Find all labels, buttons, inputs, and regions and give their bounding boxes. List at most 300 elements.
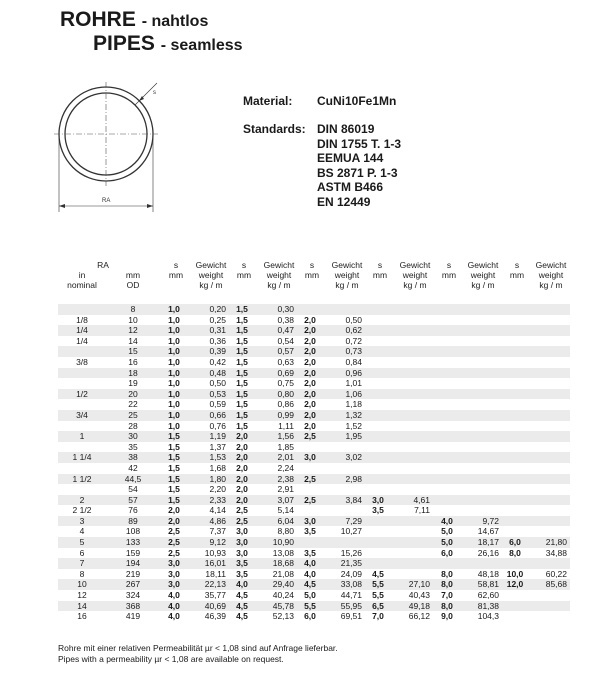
cell-s-2: 2,0 (236, 484, 248, 495)
cell-weight-1: 0,66 (209, 409, 226, 420)
header-s-label: s (173, 260, 179, 270)
header-weight-unit: kg / m (403, 280, 427, 290)
header-weight-de: Gewicht (195, 260, 227, 270)
cell-nominal-in: 16 (77, 611, 87, 622)
cell-s-3: 2,0 (304, 399, 316, 410)
label-s: s (153, 90, 156, 96)
cell-s-2: 1,5 (236, 314, 248, 325)
cell-s-4: 3,0 (372, 494, 384, 505)
header-weight-de: Gewicht (535, 260, 567, 270)
cell-s-3: 2,0 (304, 325, 316, 336)
table-row (58, 495, 570, 506)
header-s-unit: mm (441, 270, 457, 280)
cell-s-3: 5,5 (304, 600, 316, 611)
material-value: CuNi10Fe1Mn (317, 94, 397, 108)
header-s-label: s (377, 260, 383, 270)
cell-s-5: 5,0 (441, 537, 453, 548)
cell-s-1: 1,5 (168, 462, 180, 473)
header-s-unit: mm (168, 270, 184, 280)
cell-s-3: 3,0 (304, 515, 316, 526)
cell-s-1: 1,0 (168, 367, 180, 378)
cell-weight-3: 7,29 (345, 515, 362, 526)
cell-weight-4: 7,11 (414, 505, 430, 516)
header-weight-de: Gewicht (263, 260, 295, 270)
cell-weight-3: 1,95 (345, 431, 362, 442)
cell-s-3: 2,0 (304, 420, 316, 431)
header-od: OD (126, 280, 140, 290)
cell-weight-3: 0,62 (345, 325, 362, 336)
cell-weight-6: 21,80 (545, 537, 567, 548)
header-s (301, 260, 323, 280)
cell-weight-3: 55,95 (340, 600, 362, 611)
cell-weight-2: 0,54 (277, 335, 294, 346)
cell-weight-1: 0,59 (209, 399, 226, 410)
footnote-en: Pipes with a permeability µr < 1,08 are available on request. (58, 654, 284, 664)
header-in: in (78, 270, 86, 280)
cell-weight-2: 52,13 (272, 611, 294, 622)
cell-weight-5: 62,60 (477, 590, 499, 601)
cell-s-2: 2,5 (236, 505, 248, 516)
header-weight-unit: kg / m (471, 280, 495, 290)
cell-od-mm: 16 (128, 356, 138, 367)
cell-weight-1: 0,31 (209, 325, 226, 336)
cell-s-1: 1,0 (168, 304, 180, 314)
cell-weight-1: 1,80 (209, 473, 226, 484)
cell-weight-4: 49,18 (408, 600, 430, 611)
standard-item: DIN 86019 (317, 122, 375, 136)
header-weight-de: Gewicht (467, 260, 499, 270)
cell-s-3: 3,5 (304, 547, 316, 558)
cell-weight-2: 0,69 (277, 367, 294, 378)
cell-weight-3: 0,73 (345, 346, 362, 357)
cell-weight-3: 1,32 (345, 409, 362, 420)
table-row (58, 548, 570, 559)
cell-od-mm: 159 (125, 547, 141, 558)
cell-weight-3: 1,18 (345, 399, 362, 410)
cell-weight-3: 69,51 (340, 611, 362, 622)
cell-weight-1: 22,13 (204, 579, 226, 590)
cell-s-1: 1,0 (168, 378, 180, 389)
cell-weight-3: 15,26 (340, 547, 362, 558)
header-in-nominal (62, 270, 102, 290)
cell-weight-1: 10,93 (204, 547, 226, 558)
standard-item: DIN 1755 T. 1-3 (317, 136, 402, 151)
cell-s-3: 4,0 (304, 558, 316, 569)
cell-s-5: 8,0 (441, 579, 453, 590)
cell-weight-1: 7,37 (209, 526, 226, 537)
cell-weight-6: 60,22 (545, 568, 567, 579)
cell-weight-2: 1,85 (277, 441, 294, 452)
cell-s-3: 4,5 (304, 579, 316, 590)
cell-nominal-in: 7 (79, 558, 85, 569)
cell-s-1: 4,0 (168, 611, 180, 622)
cell-od-mm: 89 (128, 515, 138, 526)
cell-od-mm: 10 (128, 314, 138, 325)
table-row (58, 336, 570, 347)
cell-nominal-in: 10 (77, 579, 87, 590)
table-row (58, 579, 570, 590)
table-row (58, 315, 570, 326)
cell-nominal-in: 1 1/2 (72, 473, 92, 484)
cell-weight-5: 9,72 (482, 515, 499, 526)
cell-s-1: 2,0 (168, 505, 180, 516)
cell-s-1: 4,0 (168, 600, 180, 611)
cell-s-1: 1,0 (168, 420, 180, 431)
table-row (58, 516, 570, 527)
cell-weight-1: 0,20 (209, 304, 226, 314)
cell-s-2: 4,0 (236, 579, 248, 590)
standards-label: Standards: (243, 122, 306, 136)
header-weight-en: weight (198, 270, 224, 280)
header-s (506, 260, 528, 280)
cell-s-2: 1,5 (236, 420, 248, 431)
cell-od-mm: 28 (128, 420, 138, 431)
label-ra: RA (102, 198, 111, 204)
cell-s-1: 1,5 (168, 473, 180, 484)
header-s (233, 260, 255, 280)
cell-weight-2: 6,04 (277, 515, 294, 526)
cell-weight-6: 85,68 (545, 579, 567, 590)
cell-s-1: 1,5 (168, 452, 180, 463)
header-weight-unit: kg / m (199, 280, 223, 290)
title-de-sub: - nahtlos (141, 13, 209, 30)
cell-weight-3: 44,71 (340, 590, 362, 601)
cell-od-mm: 57 (128, 494, 138, 505)
cell-s-3: 2,0 (304, 314, 316, 325)
cell-weight-5: 14,67 (477, 526, 499, 537)
cell-s-2: 1,5 (236, 409, 248, 420)
title-de (60, 8, 208, 32)
cell-s-1: 1,5 (168, 441, 180, 452)
cell-weight-1: 0,48 (209, 367, 226, 378)
cell-s-1: 1,5 (168, 494, 180, 505)
header-s (165, 260, 187, 280)
cell-weight-3: 2,98 (345, 473, 362, 484)
cell-weight-2: 13,08 (272, 547, 294, 558)
cell-s-2: 1,5 (236, 335, 248, 346)
header-weight-en: weight (266, 270, 292, 280)
cell-s-1: 3,0 (168, 579, 180, 590)
cell-nominal-in: 12 (77, 590, 87, 601)
cell-s-2: 2,0 (236, 462, 248, 473)
footnote (58, 643, 338, 665)
table-row (58, 601, 570, 612)
cell-weight-5: 26,16 (477, 547, 499, 558)
cell-weight-2: 0,63 (277, 356, 294, 367)
cell-weight-3: 21,35 (340, 558, 362, 569)
cell-s-2: 1,5 (236, 399, 248, 410)
header-weight-en: weight (470, 270, 496, 280)
header-s-label: s (241, 260, 247, 270)
cell-s-3: 2,0 (304, 378, 316, 389)
cell-s-1: 1,0 (168, 399, 180, 410)
cell-s-3: 4,0 (304, 568, 316, 579)
cell-od-mm: 76 (128, 505, 138, 516)
header-weight-en: weight (538, 270, 564, 280)
cell-weight-2: 0,75 (277, 378, 294, 389)
cell-weight-4: 4,61 (413, 494, 430, 505)
header-s-unit: mm (236, 270, 252, 280)
cell-s-3: 2,0 (304, 388, 316, 399)
cell-weight-2: 2,24 (277, 462, 294, 473)
cell-s-1: 1,0 (168, 356, 180, 367)
header-s-unit: mm (509, 270, 525, 280)
cell-weight-3: 10,27 (340, 526, 362, 537)
standard-item: BS 2871 P. 1-3 (317, 165, 398, 180)
cell-weight-2: 2,91 (277, 484, 294, 495)
cell-weight-1: 2,20 (209, 484, 226, 495)
cell-s-4: 5,5 (372, 590, 384, 601)
cell-s-2: 1,5 (236, 378, 248, 389)
cell-s-3: 2,5 (304, 494, 316, 505)
cell-nominal-in: 1 1/4 (72, 452, 92, 463)
cell-weight-2: 0,57 (277, 346, 294, 357)
cell-weight-1: 2,33 (209, 494, 226, 505)
cell-od-mm: 8 (130, 304, 136, 314)
header-s-unit: mm (372, 270, 388, 280)
cell-od-mm: 267 (125, 579, 141, 590)
cell-od-mm: 22 (128, 399, 138, 410)
title-en (93, 32, 243, 56)
table-row (58, 526, 570, 537)
cell-s-2: 1,5 (236, 346, 248, 357)
cell-s-1: 3,0 (168, 558, 180, 569)
cell-s-4: 4,5 (372, 568, 384, 579)
cell-weight-2: 0,80 (277, 388, 294, 399)
cell-nominal-in: 1/4 (76, 325, 88, 336)
cell-s-3: 2,0 (304, 346, 316, 357)
header-ra: RA (97, 260, 109, 270)
header-weight-unit: kg / m (539, 280, 563, 290)
cell-s-2: 4,5 (236, 590, 248, 601)
cell-od-mm: 19 (128, 378, 138, 389)
cell-s-3: 2,0 (304, 356, 316, 367)
cell-weight-2: 0,99 (277, 409, 294, 420)
header-mm: mm (125, 270, 141, 280)
cell-nominal-in: 3 (79, 515, 85, 526)
cell-weight-2: 1,56 (277, 431, 294, 442)
cell-weight-1: 4,14 (209, 505, 226, 516)
cell-s-3: 2,0 (304, 367, 316, 378)
cell-nominal-in: 8 (79, 568, 85, 579)
cell-weight-1: 4,86 (209, 515, 226, 526)
header-s-label: s (514, 260, 520, 270)
table-row (58, 304, 570, 315)
cell-s-3: 2,0 (304, 409, 316, 420)
cell-s-3: 3,5 (304, 526, 316, 537)
table-row (58, 484, 570, 495)
title-en-sub: - seamless (160, 37, 243, 54)
header-weight (326, 260, 368, 290)
cell-s-3: 3,0 (304, 452, 316, 463)
cell-weight-5: 58,81 (477, 579, 499, 590)
cell-s-1: 2,0 (168, 515, 180, 526)
cell-s-2: 1,5 (236, 304, 248, 314)
header-weight-unit: kg / m (267, 280, 291, 290)
cell-od-mm: 368 (125, 600, 141, 611)
cell-od-mm: 419 (125, 611, 141, 622)
cell-weight-2: 2,01 (277, 452, 294, 463)
header-mm-od (118, 270, 148, 290)
pipe-cross-section-diagram (40, 80, 200, 220)
cell-s-5: 8,0 (441, 568, 453, 579)
cell-od-mm: 14 (128, 335, 138, 346)
cell-weight-1: 9,12 (209, 537, 226, 548)
cell-s-5: 9,0 (441, 611, 453, 622)
cell-weight-2: 0,38 (277, 314, 294, 325)
cell-s-1: 1,5 (168, 431, 180, 442)
cell-weight-6: 34,88 (545, 547, 567, 558)
table-row (58, 442, 570, 453)
cell-weight-2: 29,40 (272, 579, 294, 590)
cell-weight-3: 0,96 (345, 367, 362, 378)
cell-s-1: 1,0 (168, 335, 180, 346)
cell-weight-1: 1,37 (209, 441, 226, 452)
cell-nominal-in: 1 (79, 431, 85, 442)
cell-weight-1: 0,36 (209, 335, 226, 346)
cell-s-4: 6,5 (372, 600, 384, 611)
cell-s-1: 1,5 (168, 484, 180, 495)
cell-weight-4: 66,12 (408, 611, 430, 622)
cell-s-2: 3,0 (236, 537, 248, 548)
cell-weight-2: 40,24 (272, 590, 294, 601)
cell-s-6: 6,0 (509, 537, 521, 548)
cell-s-1: 1,0 (168, 325, 180, 336)
cell-s-2: 1,5 (236, 356, 248, 367)
cell-weight-1: 18,11 (205, 568, 226, 579)
table-row (58, 368, 570, 379)
standard-item: ASTM B466 (317, 180, 384, 195)
cell-weight-1: 0,50 (209, 378, 226, 389)
header-weight-de: Gewicht (399, 260, 431, 270)
cell-s-2: 2,0 (236, 473, 248, 484)
cell-weight-1: 0,39 (209, 346, 226, 357)
cell-s-3: 6,0 (304, 611, 316, 622)
header-s (438, 260, 460, 280)
standards-list (317, 122, 401, 210)
cell-weight-4: 27,10 (408, 579, 430, 590)
header-s-unit: mm (304, 270, 320, 280)
table-row (58, 452, 570, 463)
cell-weight-3: 3,02 (345, 452, 362, 463)
cell-s-3: 2,0 (304, 335, 316, 346)
table-row (58, 357, 570, 368)
cell-nominal-in: 14 (77, 600, 87, 611)
cell-weight-2: 0,47 (277, 325, 294, 336)
cell-s-1: 1,0 (168, 314, 180, 325)
cell-weight-4: 40,43 (408, 590, 430, 601)
cell-od-mm: 42 (128, 462, 138, 473)
cell-od-mm: 133 (125, 537, 141, 548)
table-row (58, 325, 570, 336)
cell-s-2: 3,0 (236, 547, 248, 558)
standard-item: EEMUA 144 (317, 151, 384, 166)
cell-weight-2: 45,78 (272, 600, 294, 611)
cell-od-mm: 324 (125, 590, 141, 601)
cell-s-4: 5,5 (372, 579, 384, 590)
cell-weight-2: 1,11 (278, 420, 294, 431)
table-row (58, 389, 570, 400)
cell-weight-1: 40,69 (204, 600, 226, 611)
cell-weight-3: 0,50 (345, 314, 362, 325)
cell-weight-1: 35,77 (204, 590, 226, 601)
header-weight-en: weight (334, 270, 360, 280)
cell-weight-2: 2,38 (277, 473, 294, 484)
cell-s-2: 1,5 (236, 325, 248, 336)
cell-od-mm: 108 (125, 526, 141, 537)
header-weight (190, 260, 232, 290)
cell-s-6: 12,0 (506, 579, 524, 590)
cell-weight-3: 0,72 (345, 335, 362, 346)
cell-weight-1: 0,53 (209, 388, 226, 399)
cell-s-3: 2,5 (304, 431, 316, 442)
footnote-de: Rohre mit einer relativen Permeabilität µr < 1,08 sind auf Anfrage lieferbar. (58, 643, 338, 653)
cell-weight-2: 3,07 (277, 494, 294, 505)
cell-od-mm: 18 (128, 367, 138, 378)
cell-weight-3: 0,84 (345, 356, 362, 367)
table-row (58, 569, 570, 580)
cell-s-4: 7,0 (372, 611, 384, 622)
cell-s-2: 3,5 (236, 558, 248, 569)
table-row (58, 558, 570, 569)
cell-s-1: 3,0 (168, 568, 180, 579)
cell-nominal-in: 1/2 (76, 388, 88, 399)
cell-s-1: 4,0 (168, 590, 180, 601)
cell-s-6: 10,0 (506, 568, 524, 579)
cell-nominal-in: 2 1/2 (72, 505, 92, 516)
cell-s-1: 1,0 (168, 388, 180, 399)
cell-weight-3: 1,52 (345, 420, 362, 431)
cell-nominal-in: 3/8 (76, 356, 88, 367)
cell-weight-5: 18,17 (477, 537, 499, 548)
header-weight-en: weight (402, 270, 428, 280)
cell-s-5: 8,0 (441, 600, 453, 611)
title-de-main: ROHRE (60, 8, 136, 31)
cell-weight-3: 24,09 (340, 568, 362, 579)
cell-s-5: 5,0 (441, 526, 453, 537)
title-en-main: PIPES (93, 32, 155, 55)
cell-od-mm: 219 (125, 568, 141, 579)
table-row (58, 474, 570, 485)
cell-s-2: 2,0 (236, 452, 248, 463)
cell-weight-2: 18,68 (272, 558, 294, 569)
cell-nominal-in: 3/4 (76, 409, 88, 420)
material-label: Material: (243, 94, 293, 108)
header-weight (394, 260, 436, 290)
table-row (58, 611, 570, 622)
cell-weight-1: 1,53 (209, 452, 226, 463)
header-s (369, 260, 391, 280)
cell-s-2: 2,5 (236, 515, 248, 526)
cell-s-3: 5,0 (304, 590, 316, 601)
table-row (58, 378, 570, 389)
cell-weight-1: 0,76 (209, 420, 226, 431)
header-weight (530, 260, 572, 290)
cell-nominal-in: 1/8 (76, 314, 88, 325)
cell-s-2: 1,5 (236, 388, 248, 399)
header-s-label: s (446, 260, 452, 270)
header-weight (258, 260, 300, 290)
cell-s-1: 2,5 (168, 537, 180, 548)
cell-s-2: 2,0 (236, 494, 248, 505)
header-nominal: nominal (67, 280, 97, 290)
header-weight-unit: kg / m (335, 280, 359, 290)
cell-weight-5: 104,3 (477, 611, 499, 622)
table-row (58, 463, 570, 474)
cell-od-mm: 44,5 (124, 473, 142, 484)
pipe-table (58, 304, 570, 622)
cell-s-2: 2,0 (236, 431, 248, 442)
